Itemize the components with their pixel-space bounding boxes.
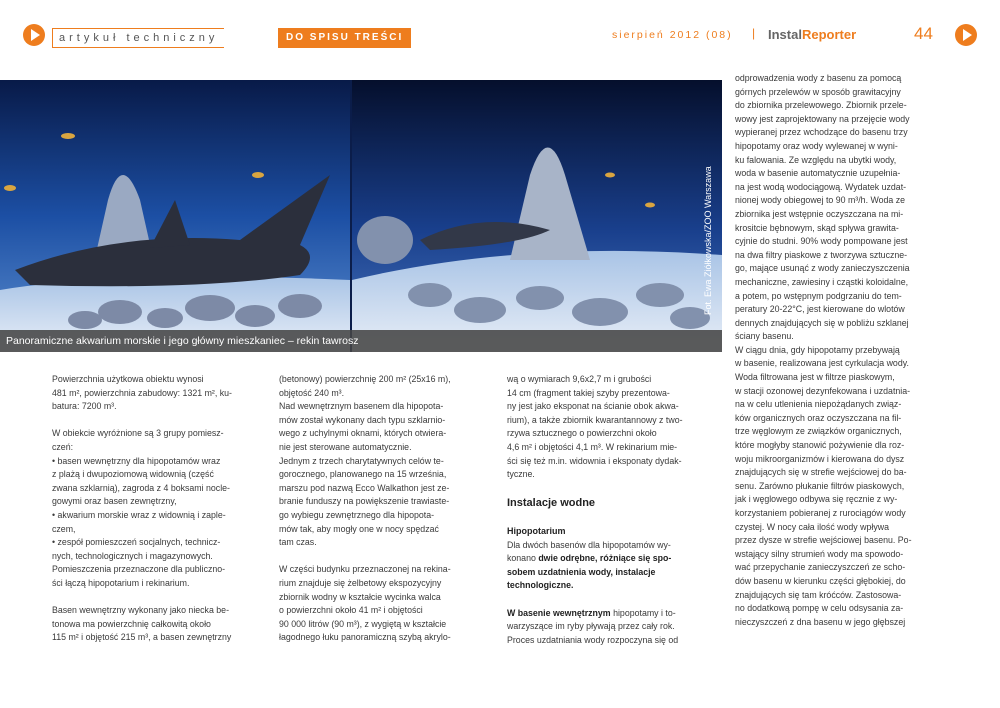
text-line: na dwa filtry piaskowe z tworzywa sztuczne- — [735, 249, 908, 260]
text-line: (betonowy) powierzchnię 200 m² (25x16 m), — [279, 374, 451, 384]
text-line: Nad wewnętrznym basenem dla hipopota- — [279, 401, 444, 412]
text-line: 4,6 m² i objętości 4,1 m³. W rekinarium mie- — [507, 441, 678, 452]
text-line: dennych znajdujących się w pobliżu szklanej — [735, 317, 909, 328]
aquarium-photo — [0, 80, 722, 352]
text-line: nie jest sterowane automatycznie. — [279, 441, 412, 452]
text-line: rium znajduje się żelbetowy ekspozycyjny — [279, 577, 442, 588]
text-line: marszu pod nazwą Ecco Walkathon jest ze- — [279, 482, 450, 493]
text-line: woju mikroorganizmów i kierowana do dysz — [735, 453, 905, 464]
text-line: znajdujących się w strefie wejściowej do ba- — [735, 467, 907, 478]
bold-text: W basenie wewnętrznym — [507, 607, 611, 618]
text-line: do zbiornika przelewowego. Zbiornik przele- — [735, 100, 907, 111]
text-line: gorocznego, planowanego na 15 września, — [279, 469, 447, 480]
prev-page-play-icon[interactable] — [23, 24, 45, 46]
text-line: nionej wody obiegowej to 90 m³/h. Woda ze — [735, 195, 906, 206]
text-line: branie funduszy na powiększenie trawiaste- — [279, 496, 450, 507]
bold-text: technologiczne. — [507, 580, 574, 591]
text-line: łagodnego łuku panoramiczną szybą akrylo- — [279, 632, 451, 643]
text-line: tyczne. — [507, 469, 535, 480]
text-line: 481 m², powierzchnia zabudowy: 1321 m², ku- — [52, 387, 232, 398]
text-line: o powierzchni około 41 m² i objętości — [279, 605, 423, 616]
subsection-heading: Hipopotarium — [507, 525, 566, 536]
text-line: znajdujących się tam króćców. Zastosowa- — [735, 589, 902, 600]
text-line: batura: 7200 m³. — [52, 401, 117, 412]
text-line: rium), a także zbiornik kwarantannowy z two- — [507, 414, 683, 425]
toc-link-button[interactable]: DO SPISU TREŚCI — [278, 28, 411, 48]
text-line: peratury 20-22°C, jest kierowane do wlotów — [735, 304, 905, 315]
text-line: na jest wodą wodociągową. Wydatek uzdat- — [735, 181, 907, 192]
text-line: • akwarium morskie wraz z widownią i zaple- — [52, 509, 226, 520]
text-line: Woda filtrowana jest w filtrze piaskowym, — [735, 372, 895, 383]
text-line: zbiornika jest wstępnie oczyszczana na mi- — [735, 208, 904, 219]
page-number: 44 — [914, 24, 933, 43]
photo-credit — [700, 110, 716, 320]
photo-caption: Panoramiczne akwarium morskie i jego główny mieszkaniec – rekin tawrosz — [0, 330, 722, 352]
text-line — [507, 579, 722, 593]
text-line: tam czas. — [279, 537, 317, 548]
text-line: woda w basenie automatycznie uzupełnia- — [735, 168, 901, 179]
text-line: cyjnie do studni. 90% wody pompowane jest — [735, 236, 908, 247]
text-line: wstający silny strumień wody ma spowodo- — [735, 548, 904, 559]
text-line: 14 cm (fragment takiej szyby prezentowa- — [507, 387, 670, 398]
text-line: rzywa sztucznego o powierzchni około — [507, 428, 657, 439]
text-column-3 — [507, 373, 722, 647]
text-line: wą o wymiarach 9,6x2,7 m i grubości — [507, 374, 652, 384]
header-separator: | — [752, 26, 756, 40]
text-line: wać przepychanie zanieczyszczeń ze scho- — [735, 562, 906, 573]
text-line: trze węglowym ze związków organicznych, — [735, 426, 902, 437]
text-line: tonowa ma powierzchnię całkowitą około — [52, 618, 211, 629]
text-line: krositcie bębnowym, skąd spływa grawita- — [735, 222, 899, 233]
text-line: senu. Zarówno płukanie filtrów piaskowych, — [735, 480, 905, 491]
text-line: na w celu utlenienia niepożądanych związ- — [735, 399, 902, 410]
text-line: warzyszące im ryby pływają przez cały rok. — [507, 621, 675, 632]
text-line: które mogłyby stanowić pożywienie dla roz- — [735, 440, 905, 451]
text-line: ści się też m.in. widownia i eksponaty dydak- — [507, 455, 682, 466]
section-label: artykuł techniczny — [52, 28, 224, 48]
text-line: jak i węglowego odbywa się ręcznie z wy- — [735, 494, 898, 505]
text-line: ny jest jako eksponat na ścianie obok akwa- — [507, 401, 679, 412]
text-line: z plażą i dwupoziomową widownią (część — [52, 469, 214, 480]
text-line: ków organicznych oraz oczyszczana na fil- — [735, 412, 902, 423]
text-line: w basenie, realizowana jest cyrkulacja wody. — [735, 358, 909, 369]
text-line: ści łączą hipopotarium i rekinarium. — [52, 577, 190, 588]
next-page-play-icon[interactable] — [955, 24, 977, 46]
text-span: konano — [507, 553, 539, 564]
section-heading: Instalacje wodne — [507, 497, 596, 510]
text-line: a potem, po wstępnym podgrzaniu do tem- — [735, 290, 902, 301]
bold-text: sobem uzdatnienia wody, instalacje — [507, 566, 656, 577]
text-line: Jednym z trzech charytatywnych celów te- — [279, 455, 444, 466]
photo-credit-text: Fot. Ewa Ziółkowska/ZOO Warszawa — [703, 166, 713, 315]
text-column-2 — [279, 373, 494, 645]
text-line: czem, — [52, 523, 76, 534]
text-line: korzystaniem pobieranej z rurociągów wody — [735, 508, 906, 518]
text-line: wowy jest zaprojektowany na przejęcie wody — [735, 113, 910, 124]
text-line: mów został wykonany dach typu szklarnio- — [279, 414, 446, 425]
text-line — [507, 552, 722, 566]
text-line: ku falowania. Ze względu na ubytki wody, — [735, 154, 897, 165]
text-line: mechaniczne, zawiesiny i cząstki koloidalne, — [735, 276, 909, 287]
text-line: czeń: — [52, 441, 74, 452]
text-line: go wybiegu zewnętrznego dla hipopota- — [279, 509, 435, 520]
text-line: Powierzchnia użytkowa obiektu wynosi — [52, 374, 204, 384]
text-line: wego z uchylnymi oknami, których otwiera- — [279, 428, 447, 439]
text-line: nych, technologicznych i magazynowych. — [52, 550, 213, 561]
text-line: przez dysze w strefie wejściowej basenu. Po- — [735, 535, 912, 546]
text-line: gowymi oraz basen zewnętrzny, — [52, 496, 177, 507]
text-line: górnych przelewów w sposób grawitacyjny — [735, 86, 901, 97]
text-line: no dodatkową pompę w celu odsysania za- — [735, 603, 904, 614]
text-column-4 — [735, 72, 950, 629]
text-line: Proces uzdatniania wody rozpoczyna się od — [507, 634, 679, 645]
aquarium-illustration — [0, 80, 722, 352]
text-line — [507, 607, 722, 621]
text-line: W ciągu dnia, gdy hipopotamy przebywają — [735, 344, 900, 355]
text-line: wypieranej przez wchodzące do basenu trzy — [735, 127, 908, 138]
text-line: objętość 240 m³. — [279, 387, 345, 398]
brand-logo — [768, 27, 856, 42]
text-line: • zespół pomieszczeń socjalnych, technicz- — [52, 537, 221, 548]
text-line: odprowadzenia wody z basenu za pomocą — [735, 73, 902, 83]
text-line: dów basenu w kierunku części głębokiej, do — [735, 575, 906, 586]
text-line: 115 m² i objętość 215 m³, a basen zewnętrzny — [52, 632, 232, 643]
text-line: Pomieszczenia przeznaczone dla publiczno- — [52, 564, 226, 575]
text-line: w stacji ozonowej dezynfekowana i uzdatnia- — [735, 385, 911, 396]
text-line: • basen wewnętrzny dla hipopotamów wraz — [52, 455, 221, 466]
text-line — [507, 566, 722, 580]
text-line: go, mające usunąć z wody zanieczyszczenia — [735, 263, 910, 274]
text-line: nieczyszczeń z dna basenu w jego głębszej — [735, 616, 906, 627]
text-span: hipopotamy i to- — [610, 607, 676, 618]
text-column-1 — [52, 373, 267, 645]
text-line: W części budynku przeznaczonej na rekina- — [279, 564, 451, 575]
text-line: hipopotamy oraz wody wylewanej w wyni- — [735, 140, 898, 151]
text-line: W obiekcie wyróżnione są 3 grupy pomiesz- — [52, 428, 224, 439]
text-line: Dla dwóch basenów dla hipopotamów wy- — [507, 539, 671, 550]
text-line: zbiornik wodny w kształcie wycinka walca — [279, 591, 441, 602]
text-line: Basen wewnętrzny wykonany jako niecka be- — [52, 605, 230, 616]
text-line: czystej. W nocy cała ilość wody wpływa — [735, 521, 889, 532]
issue-date: sierpień 2012 (08) — [612, 29, 733, 41]
brand-part-reporter: Reporter — [801, 27, 857, 42]
bold-text: dwie odrębne, różniące się spo- — [538, 553, 672, 564]
brand-part-instal: Instal — [768, 27, 802, 42]
text-line: 90 000 litrów (90 m³), z wygiętą w kształcie — [279, 618, 447, 629]
text-line: zwana szklarnią), zagroda z 4 boksami nocle- — [52, 482, 230, 493]
text-line: mów tak, aby mogły one w nocy spędzać — [279, 523, 439, 534]
text-line: ściany basenu. — [735, 331, 794, 342]
